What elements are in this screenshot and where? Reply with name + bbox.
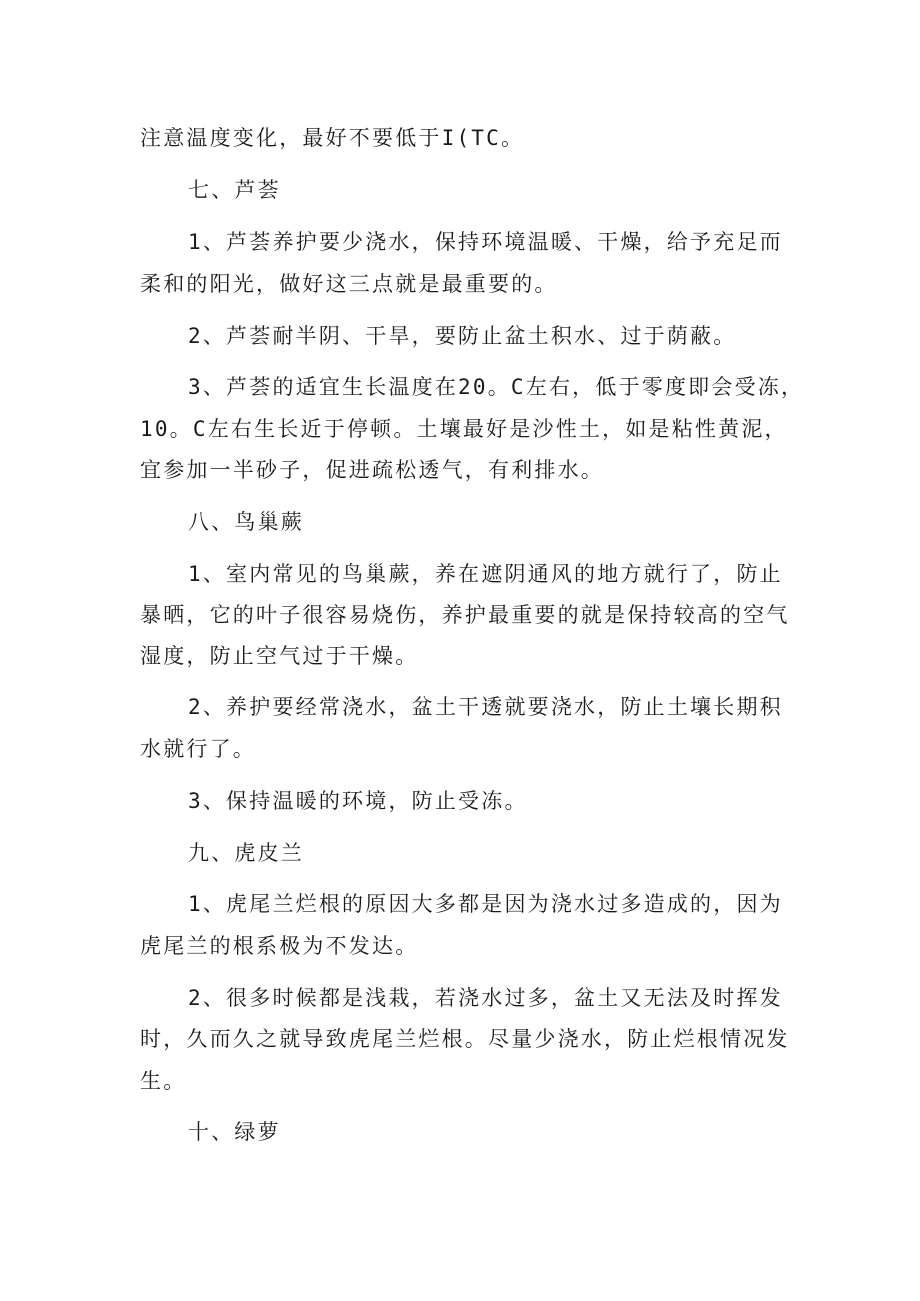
paragraph-line: 1、室内常见的鸟巢蕨，养在遮阴通风的地方就行了，防止 (188, 562, 783, 586)
section-heading-birds-nest-fern: 八、鸟巢蕨 (188, 510, 304, 534)
paragraph-line: 10。C左右生长近于停顿。土壤最好是沙性土，如是粘性黄泥， (140, 417, 788, 441)
paragraph-line: 1、虎尾兰烂根的原因大多都是因为浇水过多造成的，因为 (188, 892, 783, 916)
paragraph-line: 2、很多时候都是浅栽，若浇水过多，盆土又无法及时挥发 (188, 986, 783, 1010)
paragraph-line: 2、芦荟耐半阴、干旱，要防止盆土积水、过于荫蔽。 (188, 324, 737, 348)
paragraph-line: 暴晒，它的叶子很容易烧伤，养护最重要的就是保持较高的空气 (140, 603, 790, 627)
section-heading-aloe: 七、芦荟 (188, 178, 281, 202)
paragraph-line: 宜参加一半砂子，促进疏松透气，有利排水。 (140, 458, 604, 482)
paragraph-line: 生。 (140, 1069, 187, 1093)
paragraph-line: 3、芦荟的适宜生长温度在20。C左右，低于零度即会受冻， (188, 375, 805, 399)
paragraph-line: 2、养护要经常浇水，盆土干透就要浇水，防止土壤长期积 (188, 695, 783, 719)
paragraph-line: 注意温度变化，最好不要低于I(TC。 (140, 126, 525, 150)
section-heading-snake-plant: 九、虎皮兰 (188, 841, 304, 865)
paragraph-line: 柔和的阳光，做好这三点就是最重要的。 (140, 272, 558, 296)
section-heading-pothos: 十、绿萝 (188, 1120, 281, 1144)
paragraph-line: 虎尾兰的根系极为不发达。 (140, 934, 419, 958)
paragraph-line: 1、芦荟养护要少浇水，保持环境温暖、干燥，给予充足而 (188, 230, 783, 254)
paragraph-line: 3、保持温暖的环境，防止受冻。 (188, 789, 528, 813)
paragraph-line: 湿度，防止空气过于干燥。 (140, 644, 419, 668)
paragraph-line: 时，久而久之就导致虎尾兰烂根。尽量少浇水，防止烂根情况发 (140, 1027, 790, 1051)
paragraph-line: 水就行了。 (140, 737, 256, 761)
